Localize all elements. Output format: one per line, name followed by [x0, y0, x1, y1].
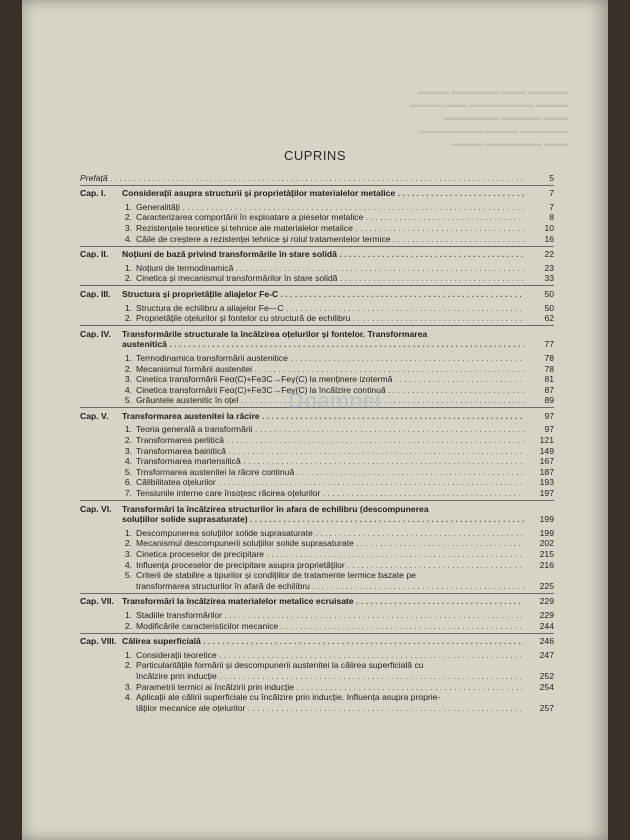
section-number: 3. — [124, 445, 132, 456]
toc-chapter — [80, 500, 554, 524]
toc-entry-title: Transformarea austenitei la răcire . . . — [122, 411, 524, 421]
toc-section — [80, 445, 554, 456]
toc-entry-title: Prefață . . . — [80, 173, 524, 183]
toc-page-number: 22 — [544, 249, 554, 260]
toc-chapter — [80, 246, 554, 260]
toc-entry-title: Călirea superficială . . . — [122, 636, 524, 646]
toc-section — [80, 548, 554, 559]
toc-page-number: 244 — [539, 620, 554, 631]
toc-entry-title: Transformarea bainitică . . . — [136, 446, 524, 456]
toc-page-number: 225 — [539, 580, 554, 591]
toc-page-number: 97 — [544, 424, 554, 435]
toc-page-number: 87 — [544, 384, 554, 395]
toc-section — [80, 352, 554, 363]
chapter-divider — [80, 325, 554, 326]
toc-entry-title: Mecanismul descompunerii soluțiilor solide suprasaturate . . . — [136, 538, 524, 548]
section-number: 1. — [124, 262, 132, 273]
section-number: 4. — [124, 233, 132, 244]
toc-section — [80, 538, 554, 549]
toc-entry-title: Structura și proprietățile aliajelor Fe-C . . . — [122, 289, 524, 299]
toc-section — [80, 313, 554, 324]
table-of-contents — [80, 172, 554, 713]
chapter-number: Cap. IV. — [80, 328, 111, 339]
toc-entry-title: Cinetica proceselor de precipitare . . . — [136, 549, 524, 559]
section-number: 5. — [124, 395, 132, 406]
toc-section — [80, 692, 554, 713]
section-number: 3. — [124, 222, 132, 233]
toc-section — [80, 212, 554, 223]
toc-page-number: 202 — [539, 538, 554, 549]
toc-page-number: 8 — [549, 212, 554, 223]
chapter-number: Cap. III. — [80, 288, 111, 299]
toc-page-number: 121 — [539, 435, 554, 446]
toc-entry-title: Cinetica transformării Feα(C)+Fe3C→Feγ(C) la menținere izotermă . . . — [136, 374, 524, 384]
toc-entry-title: Cinetica transformării Feα(C)+Fe3C→Feγ(C) la încălzire continuă . . . — [136, 385, 524, 395]
toc-entry-title: Mecanismul formării austenitei . . . — [136, 364, 524, 374]
toc-page-number: 50 — [544, 288, 554, 299]
toc-entry-title: Transformările structurale la încălzirea oțelurilor și fontelor. Transformarea — [122, 328, 428, 339]
toc-section — [80, 649, 554, 660]
section-number: 4. — [124, 384, 132, 395]
section-number: 1. — [124, 302, 132, 313]
toc-section — [80, 302, 554, 313]
toc-page-number: 62 — [544, 313, 554, 324]
chapter-number: Cap. VI. — [80, 503, 112, 514]
section-number: 4. — [124, 456, 132, 467]
section-number: 2. — [124, 313, 132, 324]
toc-page-number: 81 — [544, 374, 554, 385]
toc-chapter — [80, 185, 554, 199]
toc-entry-title: Generalități . . . — [136, 202, 524, 212]
toc-entry-title-continued: tăților mecanice ale oțelurilor . . . — [136, 703, 524, 713]
section-number: 6. — [124, 477, 132, 488]
toc-page-number: 199 — [539, 514, 554, 525]
toc-entry-title: Tensiunile interne care însoțesc răcirea oțelurilor . . . — [136, 488, 524, 498]
toc-page-number: 215 — [539, 549, 554, 559]
toc-section — [80, 233, 554, 244]
toc-section — [80, 681, 554, 692]
section-number: 4. — [124, 692, 132, 703]
section-number: 5. — [124, 466, 132, 477]
toc-chapter — [80, 325, 554, 349]
section-number: 3. — [124, 549, 132, 559]
toc-entry-title-continued: austenitică . . . — [122, 339, 524, 349]
toc-entry-title: Criterii de stabilire a tipurilor și condițiilor de tratamente termice bazate pe — [136, 570, 416, 581]
toc-entry-title-continued: soluțiilor solide suprasaturate) . . . — [122, 514, 524, 524]
toc-section — [80, 456, 554, 467]
chapter-divider — [80, 246, 554, 247]
toc-entry-title: Aplicații ale călirii superficiale cu încălzire prin inducție. Influența asupra proprie- — [136, 692, 441, 703]
chapter-number: Cap. V. — [80, 410, 109, 421]
section-number: 7. — [124, 488, 132, 499]
section-number: 2. — [124, 212, 132, 223]
toc-page-number: 257 — [539, 702, 554, 713]
toc-section — [80, 273, 554, 284]
toc-section — [80, 660, 554, 681]
toc-entry-title: Stadiile transformărilor . . . — [136, 610, 524, 620]
toc-entry-title: Influența proceselor de precipitare asupra proprietăților . . . — [136, 560, 524, 570]
toc-entry-title: Modificările caracteristicilor mecanice . . . — [136, 621, 524, 631]
toc-chapter — [80, 593, 554, 607]
toc-entry-title-continued: încălzire prin inducție . . . — [136, 671, 524, 681]
section-number: 1. — [124, 201, 132, 212]
toc-entry-title: Termodinamica transformării austenitice . . . — [136, 353, 524, 363]
toc-page-number: 50 — [544, 302, 554, 313]
section-number: 1. — [124, 424, 132, 435]
chapter-divider — [80, 285, 554, 286]
toc-entry-title: Particularitățile formării și descompunerii austenitei la călirea superficială cu — [136, 660, 424, 671]
toc-page-number: 246 — [539, 636, 554, 647]
toc-section — [80, 262, 554, 273]
section-number: 1. — [124, 609, 132, 620]
toc-section — [80, 201, 554, 212]
toc-entry-title: Călibilitatea oțelurilor . . . — [136, 477, 524, 487]
toc-section — [80, 559, 554, 570]
bleed-through-text: ▬▬▬▬▬ ▬▬▬ ▬▬▬▬▬▬ ▬▬▬▬ ▬▬▬▬ ▬▬▬▬▬▬▬▬ ▬▬▬ ▬▬▬▬ ▬▬▬ ▬▬▬▬▬ ▬▬▬▬▬▬▬ ▬▬▬▬▬▬ ▬▬▬▬ ▬▬▬▬▬▬▬▬ ▬▬▬ ▬▬▬▬▬▬▬ ▬▬▬▬ — [409, 87, 568, 148]
toc-entry-title: Considerații teoretice . . . — [136, 650, 524, 660]
toc-entry-title: Transformarea martensitică . . . — [136, 456, 524, 466]
toc-section — [80, 487, 554, 498]
toc-entry-title: Transformări la încălzirea materialelor metalice ecruisate . . . — [122, 596, 524, 606]
toc-section — [80, 374, 554, 385]
toc-section — [80, 609, 554, 620]
toc-entry-title: Descompunerea soluțiilor solide suprasaturate . . . — [136, 528, 524, 538]
section-number: 5. — [124, 570, 132, 581]
toc-page-number: 149 — [539, 445, 554, 456]
toc-page-number: 78 — [544, 363, 554, 374]
toc-section — [80, 424, 554, 435]
toc-entry-title-continued: transformarea structurilor în afară de echilibru . . . — [136, 581, 524, 591]
toc-page-number: 247 — [539, 649, 554, 660]
toc-page-number: 5 — [549, 172, 554, 183]
toc-page-number: 187 — [539, 466, 554, 477]
toc-section — [80, 620, 554, 631]
section-number: 3. — [124, 681, 132, 692]
chapter-number: Cap. I. — [80, 188, 106, 199]
toc-entry-title: Rezistențele teoretice și tehnice ale materialelor metalice . . . — [136, 223, 524, 233]
toc-entry-title: Caracterizarea comportării în exploatare a pieselor metalice . . . — [136, 212, 524, 222]
toc-entry-title: Transformarea perlitică . . . — [136, 435, 524, 445]
toc-entry-title: Transformări la încălzirea structurilor în afara de echilibru (descompunerea — [122, 503, 429, 514]
section-number: 2. — [124, 363, 132, 374]
toc-section — [80, 527, 554, 538]
toc-section — [80, 363, 554, 374]
toc-page-number: 78 — [544, 352, 554, 363]
section-number: 2. — [124, 620, 132, 631]
toc-entry-title: Noțiuni de termodinamică . . . — [136, 263, 524, 273]
toc-entry-title: Căile de creștere a rezistenței tehnice și rolul tratamentelor termice . . . — [136, 234, 524, 244]
toc-page-number: 7 — [549, 188, 554, 199]
toc-preface — [80, 172, 554, 183]
toc-page-number: 216 — [539, 559, 554, 570]
toc-entry-title: Grăuntele austenitic în oțel . . . — [136, 395, 524, 405]
toc-page-number: 199 — [539, 527, 554, 538]
toc-page-number: 193 — [539, 477, 554, 488]
toc-page-number: 23 — [544, 262, 554, 273]
chapter-divider — [80, 593, 554, 594]
toc-page-number: 197 — [539, 488, 554, 499]
section-number: 2. — [124, 660, 132, 671]
chapter-divider — [80, 633, 554, 634]
toc-page-number: 229 — [539, 609, 554, 620]
section-number: 1. — [124, 527, 132, 538]
toc-section — [80, 570, 554, 591]
chapter-divider — [80, 185, 554, 186]
section-number: 2. — [124, 538, 132, 549]
toc-page-number: 89 — [544, 395, 554, 406]
toc-chapter — [80, 285, 554, 299]
chapter-divider — [80, 500, 554, 501]
toc-entry-title: Trnsformarea austenitei la răcire continuă . . . — [136, 467, 524, 477]
section-number: 2. — [124, 435, 132, 446]
toc-chapter — [80, 633, 554, 647]
chapter-number: Cap. II. — [80, 249, 109, 260]
toc-section — [80, 477, 554, 488]
toc-page-number: 254 — [539, 681, 554, 692]
section-number: 2. — [124, 273, 132, 284]
toc-page-number: 97 — [544, 410, 554, 421]
section-number: 4. — [124, 559, 132, 570]
section-number: 1. — [124, 649, 132, 660]
toc-section — [80, 222, 554, 233]
toc-page-number: 33 — [544, 273, 554, 284]
toc-entry-title: Parametrii termici ai încălzirii prin inducție . . . — [136, 682, 524, 692]
toc-title: CUPRINS — [283, 148, 346, 163]
toc-section — [80, 434, 554, 445]
book-page — [22, 0, 608, 840]
toc-page-number: 229 — [539, 596, 554, 607]
toc-page-number: 77 — [544, 339, 554, 350]
chapter-number: Cap. VIII. — [80, 636, 117, 647]
toc-page-number: 252 — [539, 670, 554, 681]
toc-page-number: 167 — [539, 456, 554, 467]
toc-entry-title: Noțiuni de bază privind transformările în stare solidă . . . — [122, 249, 524, 259]
toc-entry-title: Proprietățile oțelurilor și fontelor cu structură de echilibru . . . — [136, 313, 524, 323]
section-number: 1. — [124, 352, 132, 363]
chapter-number: Cap. VII. — [80, 596, 114, 607]
toc-page-number: 10 — [544, 222, 554, 233]
toc-page-number: 7 — [549, 201, 554, 212]
watermark: Doamnei — [288, 388, 381, 413]
toc-entry-title: Considerații asupra structurii și proprietăților materialelor metalice . . . — [122, 188, 524, 198]
toc-section — [80, 466, 554, 477]
toc-entry-title: Teoria generală a transformării . . . — [136, 424, 524, 434]
toc-entry-title: Cinetica și mecanismul transformărilor în stare solidă . . . — [136, 273, 524, 283]
section-number: 3. — [124, 374, 132, 385]
toc-entry-title: Structura de echilibru a aliajelor Fe—C . . . — [136, 303, 524, 313]
toc-page-number: 16 — [544, 233, 554, 244]
